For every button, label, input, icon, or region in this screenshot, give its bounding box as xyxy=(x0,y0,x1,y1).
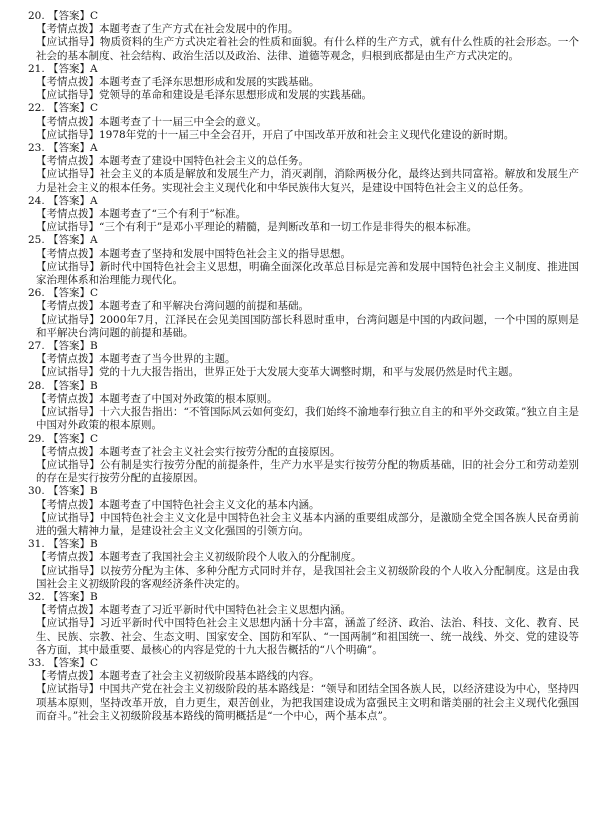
question-number: 32. xyxy=(28,590,45,603)
exam-guide-line xyxy=(36,366,579,379)
exam-guide-line xyxy=(36,459,579,485)
exam-point-line xyxy=(36,300,579,313)
answer-line xyxy=(28,63,579,76)
exam-guide-line xyxy=(36,129,579,142)
exam-guide-text: 1978年党的十一届三中全会召开，开启了中国改革开放和社会主义现代化建设的新时期。 xyxy=(99,128,515,141)
answer-text: 【答案】B xyxy=(48,340,98,353)
question-number: 31. xyxy=(28,538,45,551)
exam-guide-text: “三个有利于”是邓小平理论的精髓，是判断改革和一切工作是非得失的根本标准。 xyxy=(99,221,478,234)
question-number: 27. xyxy=(28,340,45,353)
exam-point-text: 本题考查了毛泽东思想形成和发展的实践基础。 xyxy=(99,76,320,89)
question-explanation xyxy=(28,287,579,340)
exam-guide-tag: 【应试指导】 xyxy=(36,128,99,141)
exam-guide-line xyxy=(36,221,579,234)
exam-point-tag: 【考情点拨】 xyxy=(36,300,99,313)
question-explanation xyxy=(28,656,579,723)
answer-line xyxy=(28,234,579,247)
question-explanation xyxy=(28,234,580,287)
question-number: 26. xyxy=(28,287,45,300)
exam-guide-line xyxy=(36,617,579,657)
exam-guide-tag: 【应试指导】 xyxy=(36,683,100,696)
answer-text: 【答案】C xyxy=(48,102,99,115)
answer-text: 【答案】B xyxy=(48,590,98,603)
exam-point-line xyxy=(36,604,579,617)
exam-guide-tag: 【应试指导】 xyxy=(36,617,100,630)
question-number: 24. xyxy=(28,194,45,207)
exam-point-tag: 【考情点拨】 xyxy=(36,76,99,89)
question-explanation xyxy=(28,379,580,433)
answer-line xyxy=(28,591,579,604)
exam-point-tag: 【考情点拨】 xyxy=(36,392,99,405)
exam-point-tag: 【考情点拨】 xyxy=(36,498,99,511)
exam-guide-line xyxy=(36,36,579,62)
exam-point-text: 本题考查了中国特色社会主义文化的基本内涵。 xyxy=(99,498,320,511)
answer-text: 【答案】C xyxy=(48,287,99,300)
answer-line xyxy=(28,433,579,446)
exam-point-tag: 【考情点拨】 xyxy=(36,353,99,366)
exam-point-tag: 【考情点拨】 xyxy=(36,208,99,221)
exam-guide-line xyxy=(36,314,579,340)
exam-guide-line xyxy=(36,89,579,102)
exam-point-tag: 【考情点拨】 xyxy=(36,551,99,564)
question-explanation xyxy=(28,10,580,63)
exam-point-tag: 【考情点拨】 xyxy=(36,155,99,168)
exam-guide-text: 公有制是实行按劳分配的前提条件，生产力水平是实行按劳分配的物质基础，旧的社会分工和劳动差别的存在是实行按劳分配的直接原因。 xyxy=(36,458,580,485)
question-explanation xyxy=(28,142,580,195)
exam-guide-tag: 【应试指导】 xyxy=(36,168,100,181)
exam-guide-line xyxy=(36,512,579,538)
answer-text: 【答案】C xyxy=(48,656,99,669)
question-number: 29. xyxy=(28,432,45,445)
exam-guide-text: 新时代中国特色社会主义思想，明确全面深化改革总目标是完善和发展中国特色社会主义制度、推进国家治理体系和治理能力现代化。 xyxy=(36,260,580,287)
exam-guide-tag: 【应试指导】 xyxy=(36,313,100,326)
answer-line xyxy=(28,102,579,115)
exam-guide-line xyxy=(36,683,579,723)
answer-line xyxy=(28,538,579,551)
exam-guide-tag: 【应试指导】 xyxy=(36,406,100,419)
exam-point-line xyxy=(36,393,579,406)
answer-text: 【答案】C xyxy=(48,10,99,22)
exam-point-text: 本题考查了社会主义社会实行按劳分配的直接原因。 xyxy=(99,445,341,458)
question-number: 28. xyxy=(28,379,45,392)
exam-point-text: 本题考查了建设中国特色社会主义的总任务。 xyxy=(99,155,309,168)
question-explanation xyxy=(28,590,580,657)
answer-line xyxy=(28,10,579,23)
exam-point-text: 本题考查了坚持和发展中国特色社会主义的指导思想。 xyxy=(99,247,351,260)
exam-guide-text: 中国共产党在社会主义初级阶段的基本路线是：“领导和团结全国各族人民，以经济建设为中心，坚持四项基本原则，坚持改革开放，自力更生，艰苦创业，为把我国建设成为富强民主文明和谐美丽的社会主义现代化强国而奋斗。”社会主义初级阶段基本路线的简明概括是“一个中心，两个基本点”。 xyxy=(36,683,579,722)
exam-point-text: 本题考查了“三个有利于”标准。 xyxy=(99,208,247,221)
exam-guide-tag: 【应试指导】 xyxy=(36,511,100,524)
question-number: 33. xyxy=(28,656,45,669)
exam-guide-tag: 【应试指导】 xyxy=(36,89,99,102)
exam-point-line xyxy=(36,248,579,261)
exam-guide-tag: 【应试指导】 xyxy=(36,36,100,49)
question-number: 22. xyxy=(28,102,45,115)
exam-point-text: 本题考查了生产方式在社会发展中的作用。 xyxy=(99,23,299,36)
answer-text: 【答案】A xyxy=(48,194,98,207)
question-number: 20. xyxy=(28,10,45,22)
exam-guide-text: 2000年7月，江泽民在会见美国国防部长科恩时重申，台湾问题是中国的内政问题，一个中国的原则是和平解决台湾问题的前提和基础。 xyxy=(36,313,579,339)
exam-point-tag: 【考情点拨】 xyxy=(36,23,99,36)
answer-line xyxy=(28,485,579,498)
exam-guide-text: 党的十九大报告指出，世界正处于大发展大变革大调整时期，和平与发展仍然是时代主题。 xyxy=(99,366,519,379)
question-explanation xyxy=(28,340,579,380)
exam-point-text: 本题考查了十一届三中全会的意义。 xyxy=(99,115,267,128)
exam-point-text: 本题考查了中国对外政策的根本原则。 xyxy=(99,392,278,405)
answer-line xyxy=(28,287,579,300)
answer-line xyxy=(28,380,579,393)
answer-line xyxy=(28,142,579,155)
exam-point-line xyxy=(36,551,579,564)
exam-guide-text: 以按劳分配为主体、多种分配方式同时并存，是我国社会主义初级阶段的个人收入分配制度。这是由我国社会主义初级阶段的客观经济条件决定的。 xyxy=(36,564,580,590)
exam-point-text: 本题考查了当今世界的主题。 xyxy=(99,353,236,366)
exam-point-line xyxy=(36,155,579,168)
exam-guide-tag: 【应试指导】 xyxy=(36,458,100,471)
answer-text: 【答案】A xyxy=(48,142,98,155)
exam-guide-text: 物质资料的生产方式决定着社会的性质和面貌。有什么样的生产方式，就有什么性质的社会形态。一个社会的基本制度、社会结构、政治生活以及政治、法律、道德等观念，归根到底都是由生产方式决定的。 xyxy=(36,36,580,62)
answer-text: 【答案】B xyxy=(48,485,98,498)
exam-guide-line xyxy=(36,406,579,432)
exam-guide-tag: 【应试指导】 xyxy=(36,564,100,577)
question-explanation xyxy=(28,485,580,538)
question-explanation xyxy=(28,432,580,486)
exam-point-line xyxy=(36,23,579,36)
exam-point-line xyxy=(36,499,579,512)
question-explanation xyxy=(28,194,579,235)
answer-line xyxy=(28,195,579,208)
exam-point-tag: 【考情点拨】 xyxy=(36,115,99,128)
exam-guide-text: 党领导的革命和建设是毛泽东思想形成和发展的实践基础。 xyxy=(99,89,372,102)
question-explanation xyxy=(28,538,580,591)
exam-point-line xyxy=(36,116,579,129)
question-number: 21. xyxy=(28,62,45,75)
exam-point-text: 本题考查了我国社会主义初级阶段个人收入的分配制度。 xyxy=(99,551,362,564)
answer-line xyxy=(28,657,579,670)
exam-guide-line xyxy=(36,261,579,287)
exam-point-text: 本题考查了社会主义初级阶段基本路线的内容。 xyxy=(99,670,320,683)
exam-guide-tag: 【应试指导】 xyxy=(36,260,100,273)
answer-text: 【答案】B xyxy=(48,538,98,551)
exam-guide-line xyxy=(36,565,579,591)
question-number: 25. xyxy=(28,234,45,247)
exam-point-tag: 【考情点拨】 xyxy=(36,604,99,617)
exam-guide-text: 中国特色社会主义文化是中国特色社会主义基本内涵的重要组成部分，是激励全党全国各族人民奋勇前进的强大精神力量，是建设社会主义文化强国的引领方向。 xyxy=(36,511,580,537)
question-number: 30. xyxy=(28,485,45,498)
exam-point-tag: 【考情点拨】 xyxy=(36,445,99,458)
question-explanation xyxy=(28,102,579,142)
question-explanation xyxy=(28,62,579,103)
answer-text: 【答案】B xyxy=(48,379,98,392)
exam-guide-text: 十六大报告指出：“不管国际风云如何变幻，我们始终不渝地奉行独立自主的和平外交政策。”独立自主是中国对外政策的根本原则。 xyxy=(36,406,580,432)
exam-point-line xyxy=(36,76,579,89)
exam-point-line xyxy=(36,670,579,683)
exam-point-text: 本题考查了习近平新时代中国特色社会主义思想内涵。 xyxy=(99,604,351,617)
exam-point-text: 本题考查了和平解决台湾问题的前提和基础。 xyxy=(99,300,309,313)
exam-guide-line xyxy=(36,168,579,194)
question-number: 23. xyxy=(28,142,45,155)
exam-point-tag: 【考情点拨】 xyxy=(36,247,99,260)
exam-guide-text: 习近平新时代中国特色社会主义思想内涵十分丰富，涵盖了经济、政治、法治、科技、文化、教育、民生、民族、宗教、社会、生态文明、国家安全、国防和军队、“一国两制”和祖国统一、统一战线、外交、党的建设等各方面，其中最重要、最核心的内容是党的十九大报告概括的“八个明确”。 xyxy=(36,617,580,656)
answer-text: 【答案】C xyxy=(48,432,99,445)
answer-text: 【答案】A xyxy=(48,62,98,75)
exam-point-line xyxy=(36,353,579,366)
exam-point-line xyxy=(36,446,579,459)
answer-text: 【答案】A xyxy=(48,234,98,247)
exam-guide-tag: 【应试指导】 xyxy=(36,221,99,234)
exam-guide-text: 社会主义的本质是解放和发展生产力，消灭剥削，消除两极分化，最终达到共同富裕。解放和发展生产力是社会主义的根本任务。实现社会主义现代化和中华民族伟大复兴，是建设中国特色社会主义的总任务。 xyxy=(36,168,580,194)
exam-point-line xyxy=(36,208,579,221)
exam-guide-tag: 【应试指导】 xyxy=(36,366,99,379)
answer-line xyxy=(28,340,579,353)
exam-point-tag: 【考情点拨】 xyxy=(36,670,99,683)
